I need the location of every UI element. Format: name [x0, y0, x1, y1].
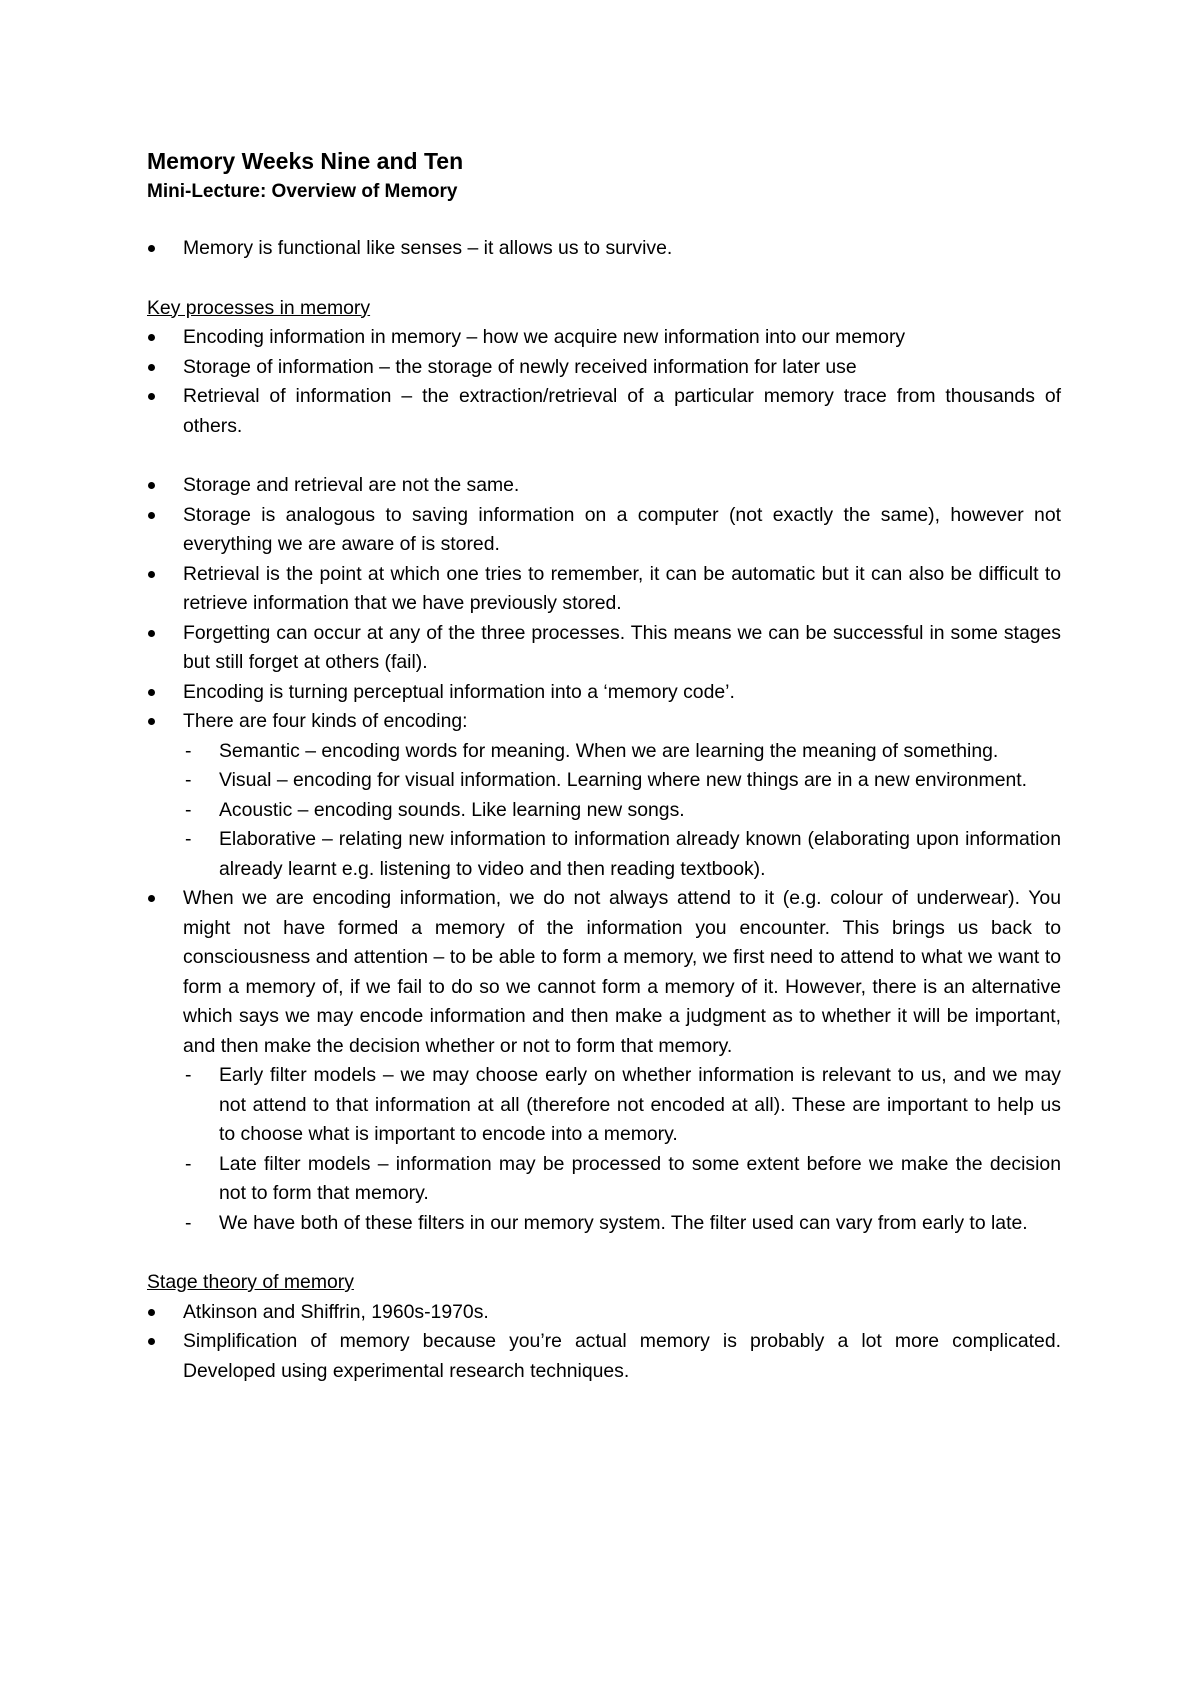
sub-list-item: - Elaborative – relating new information to information already known (elaborating upon information already learnt e.g. listening to video and then reading textbook). — [147, 825, 1061, 884]
list-item: Encoding is turning perceptual information into a ‘memory code’. — [147, 678, 1061, 708]
document-body — [147, 234, 1061, 1386]
sub-list-item: - Semantic – encoding words for meaning. When we are learning the meaning of something. — [147, 737, 1061, 767]
details-list — [147, 471, 1061, 737]
list-item: Atkinson and Shiffrin, 1960s-1970s. — [147, 1298, 1061, 1328]
sub-list-item: - Late filter models – information may be processed to some extent before we make the decision not to form that memory. — [147, 1150, 1061, 1209]
encoding-kinds-list — [147, 737, 1061, 885]
sub-list-item: - Early filter models – we may choose early on whether information is relevant to us, and we may not attend to that information at all (therefore not encoded at all). These are important to help us to choose what is important to encode into a memory. — [147, 1061, 1061, 1150]
list-item: Retrieval of information – the extraction/retrieval of a particular memory trace from thousands of others. — [147, 382, 1061, 441]
sub-list-item: - We have both of these filters in our memory system. The filter used can vary from early to late. — [147, 1209, 1061, 1239]
list-item: Storage is analogous to saving information on a computer (not exactly the same), however not everything we are aware of is stored. — [147, 501, 1061, 560]
intro-list — [147, 234, 1061, 264]
list-item: Forgetting can occur at any of the three processes. This means we can be successful in some stages but still forget at others (fail). — [147, 619, 1061, 678]
list-item: Simplification of memory because you’re actual memory is probably a lot more complicated. Developed using experimental research techniques. — [147, 1327, 1061, 1386]
list-item: There are four kinds of encoding: — [147, 707, 1061, 737]
document-subtitle: Mini-Lecture: Overview of Memory — [147, 181, 458, 202]
sub-list-item: - Visual – encoding for visual information. Learning where new things are in a new environment. — [147, 766, 1061, 796]
list-item: Memory is functional like senses – it allows us to survive. — [147, 234, 1061, 264]
list-item: When we are encoding information, we do not always attend to it (e.g. colour of underwear). You might not have formed a memory of the information you encounter. This brings us back to consciousness and attention – to be able to form a memory, we first need to attend to what we want to form a memory of, if we fail to do so we cannot form a memory of it. However, there is an alternative which says we may encode information and then make a judgment as to whether it will be important, and then make the decision whether or not to form that memory. — [147, 884, 1061, 1061]
attention-list — [147, 884, 1061, 1061]
sub-list-item: - Acoustic – encoding sounds. Like learning new songs. — [147, 796, 1061, 826]
list-item: Storage of information – the storage of newly received information for later use — [147, 353, 1061, 383]
key-processes-list — [147, 323, 1061, 441]
document-title: Memory Weeks Nine and Ten — [147, 148, 464, 174]
document-page — [147, 146, 1061, 1386]
list-item: Encoding information in memory – how we acquire new information into our memory — [147, 323, 1061, 353]
list-item: Storage and retrieval are not the same. — [147, 471, 1061, 501]
stage-theory-list — [147, 1298, 1061, 1387]
filter-models-list — [147, 1061, 1061, 1238]
section-heading-stage-theory: Stage theory of memory — [147, 1271, 354, 1293]
section-heading-key-processes: Key processes in memory — [147, 296, 371, 319]
list-item: Retrieval is the point at which one tries to remember, it can be automatic but it can also be difficult to retrieve information that we have previously stored. — [147, 560, 1061, 619]
